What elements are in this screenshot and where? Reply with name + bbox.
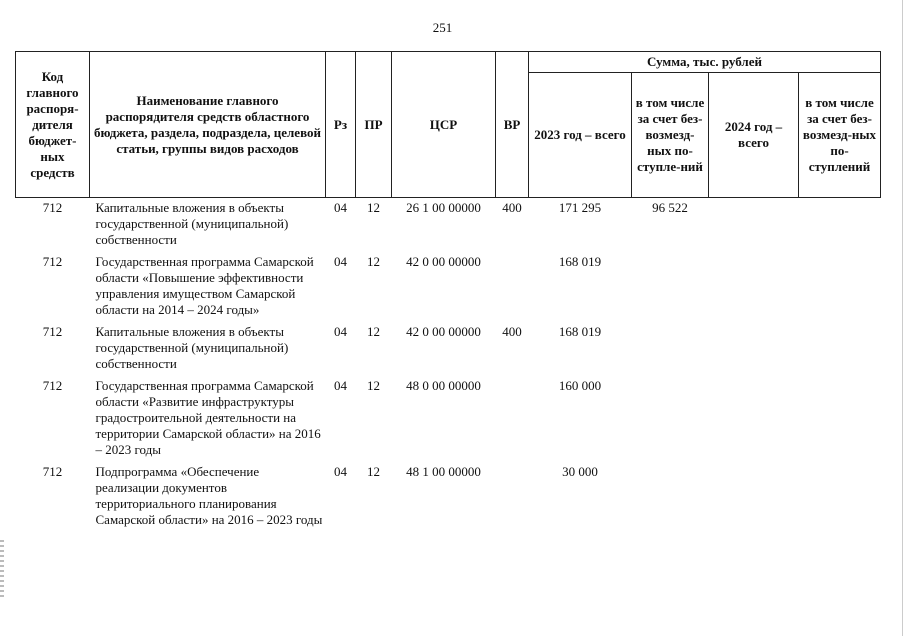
- cell-pr: 12: [367, 200, 380, 215]
- cell-vr: [496, 378, 529, 464]
- cell-2023-total: 168 019: [558, 324, 602, 339]
- cell-rz: 04: [334, 200, 347, 215]
- cell-2024-gratis: [799, 464, 881, 534]
- cell-code: 712: [42, 200, 63, 215]
- cell-pr: 12: [367, 324, 380, 339]
- header-2023-total: 2023 год – всего: [529, 73, 632, 198]
- cell-2023-gratis: [632, 378, 709, 464]
- cell-code: 712: [42, 464, 63, 479]
- cell-2023-total: 168 019: [558, 254, 602, 269]
- table-row: [16, 464, 881, 534]
- cell-2023-total: 30 000: [562, 464, 598, 479]
- cell-pr: 12: [367, 254, 380, 269]
- cell-csr: 42 0 00 00000: [406, 324, 481, 339]
- table-row: [16, 198, 881, 255]
- cell-vr: [496, 254, 529, 324]
- table-row: [16, 324, 881, 378]
- cell-vr: 400: [502, 200, 522, 215]
- header-pr: ПР: [356, 52, 392, 198]
- cell-2024-gratis: [799, 324, 881, 378]
- cell-2024-total: [709, 198, 799, 255]
- cell-code: 712: [42, 378, 63, 393]
- table-row: [16, 254, 881, 324]
- header-sum-group: Сумма, тыс. рублей: [529, 52, 881, 73]
- cell-2024-total: [709, 464, 799, 534]
- cell-vr: [496, 464, 529, 534]
- cell-2023-gratis: [632, 464, 709, 534]
- cell-code: 712: [42, 324, 63, 339]
- table-row: [16, 378, 881, 464]
- page-number: 251: [432, 20, 453, 35]
- page-edge: [902, 0, 903, 636]
- cell-vr: 400: [502, 324, 522, 339]
- cell-name: Государственная программа Самарской области «Повышение эффективности управления имуществом Самарской области на 2014 – 2024 годы»: [95, 254, 314, 317]
- cell-csr: 26 1 00 00000: [406, 200, 481, 215]
- cell-2024-total: [709, 254, 799, 324]
- cell-2024-total: [709, 324, 799, 378]
- cell-code: 712: [42, 254, 63, 269]
- header-csr: ЦСР: [392, 52, 496, 198]
- cell-rz: 04: [334, 324, 347, 339]
- cell-csr: 48 0 00 00000: [406, 378, 481, 393]
- cell-rz: 04: [334, 464, 347, 479]
- budget-table: [15, 51, 881, 534]
- header-name: Наименование главного распорядителя средств областного бюджета, раздела, подраздела, целевой статьи, группы видов расходов: [90, 52, 326, 198]
- header-2024-gratis: в том числе за счет без-возмезд-ных по-ступлений: [799, 73, 881, 198]
- cell-pr: 12: [367, 464, 380, 479]
- cell-2023-total: 171 295: [558, 200, 602, 215]
- cell-2024-gratis: [799, 198, 881, 255]
- scan-artifact: [0, 540, 4, 600]
- header-vr: ВР: [496, 52, 529, 198]
- cell-rz: 04: [334, 254, 347, 269]
- cell-2023-gratis: [632, 324, 709, 378]
- cell-csr: 42 0 00 00000: [406, 254, 481, 269]
- header-rz: Рз: [326, 52, 356, 198]
- cell-name: Капитальные вложения в объекты государственной (муниципальной) собственности: [95, 200, 289, 247]
- cell-rz: 04: [334, 378, 347, 393]
- cell-2024-gratis: [799, 378, 881, 464]
- cell-csr: 48 1 00 00000: [406, 464, 481, 479]
- cell-name: Капитальные вложения в объекты государственной (муниципальной) собственности: [95, 324, 289, 371]
- cell-pr: 12: [367, 378, 380, 393]
- cell-2024-gratis: [799, 254, 881, 324]
- header-2023-gratis: в том числе за счет без-возмезд-ных по-ступле-ний: [632, 73, 709, 198]
- cell-name: Государственная программа Самарской области «Развитие инфраструктуры градостроительной деятельности на территории Самарской области» на 2016 – 2023 годы: [95, 378, 321, 457]
- cell-2023-total: 160 000: [558, 378, 602, 393]
- header-2024-total: 2024 год – всего: [709, 73, 799, 198]
- cell-2023-gratis: 96 522: [652, 200, 688, 215]
- header-code: Код главного распоря-дителя бюджет-ных средств: [16, 52, 90, 198]
- cell-2024-total: [709, 378, 799, 464]
- cell-name: Подпрограмма «Обеспечение реализации документов территориального планирования Самарской области» на 2016 – 2023 годы: [95, 464, 323, 527]
- cell-2023-gratis: [632, 254, 709, 324]
